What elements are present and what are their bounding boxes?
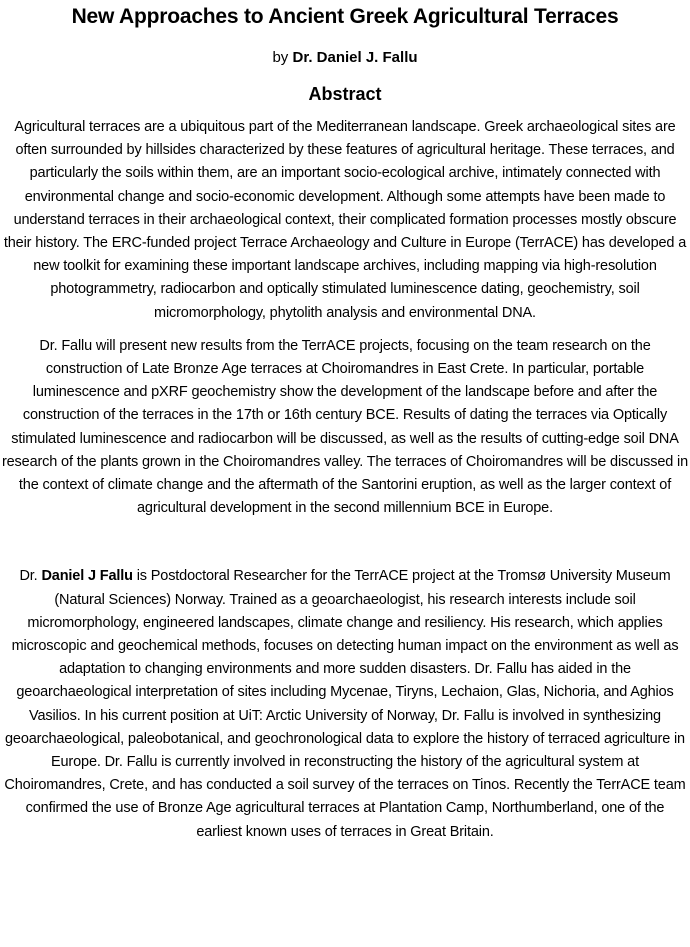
bio-author-name: Daniel J Fallu — [41, 568, 133, 585]
bio-text: is Postdoctoral Researcher for the TerrACE project at the Tromsø University Museum (Natural Sciences) Norway. Trained as a geoarchaeologist, his research interests include soil micromorphology, engineered landscapes, climate change and resiliency. His research, which applies microscopic and geochemical methods, focuses on detecting human impact on the environment as well as adaptation to changing environments and more sudden disasters. Dr. Fallu has aided in the geoarchaeological interpretation of sites including Mycenae, Tiryns, Lechaion, Glas, Nichoria, and Aghios Vasilios. In his current position at UiT: Arctic University of Norway, Dr. Fallu is involved in synthesizing geoarchaeological, paleobotanical, and geochronological data to explore the history of terraced agriculture in Europe. Dr. Fallu is currently involved in reconstructing the history of the agricultural system at Choiromandres, Crete, and has conducted a soil survey of the terraces on Tinos. Recently the TerrACE team confirmed the use of Bronze Age agricultural terraces at Plantation Camp, Northumberland, one of the earliest known uses of terraces in Great Britain. — [4, 568, 686, 840]
abstract-heading: Abstract — [308, 84, 382, 104]
abstract-paragraph-1: Agricultural terraces are a ubiquitous part of the Mediterranean landscape. Greek archaeological sites are often surrounded by hillsides characterized by these features of agricultural heritage. These terraces, and particularly the soils within them, are an important socio-ecological archive, intimately connected with environmental change and socio-economic development. Although some attempts have been made to understand terraces in their archaeological context, their complicated formation processes mostly obscure their history. The ERC-funded project Terrace Archaeology and Culture in Europe (TerrACE) has developed a new toolkit for examining these important landscape archives, including mapping via high-resolution photogrammetry, radiocarbon and optically stimulated luminescence dating, geochemistry, soil micromorphology, phytolith analysis and environmental DNA. — [3, 119, 687, 321]
abstract-paragraph-2: Dr. Fallu will present new results from the TerrACE projects, focusing on the team research on the construction of Late Bronze Age terraces at Choiromandres in East Crete. In particular, portable luminescence and pXRF geochemistry show the development of the landscape before and after the construction of the terraces in the 17th or 16th century BCE. Results of dating the terraces via Optically stimulated luminescence and radiocarbon will be discussed, as well as the results of cutting-edge soil DNA research of the plants grown in the Choiromandres valley. The terraces of Choiromandres will be discussed in the context of climate change and the aftermath of the Santorini eruption, as well as the larger context of agricultural development in the second millennium BCE in Europe. — [1, 337, 689, 517]
document-title: New Approaches to Ancient Greek Agricultural Terraces — [71, 5, 619, 28]
author-bio — [1, 520, 689, 843]
byline — [1, 30, 689, 68]
byline-prefix: by — [272, 49, 293, 66]
byline-author: Dr. Daniel J. Fallu — [292, 49, 418, 66]
bio-prefix: Dr. — [19, 568, 42, 585]
